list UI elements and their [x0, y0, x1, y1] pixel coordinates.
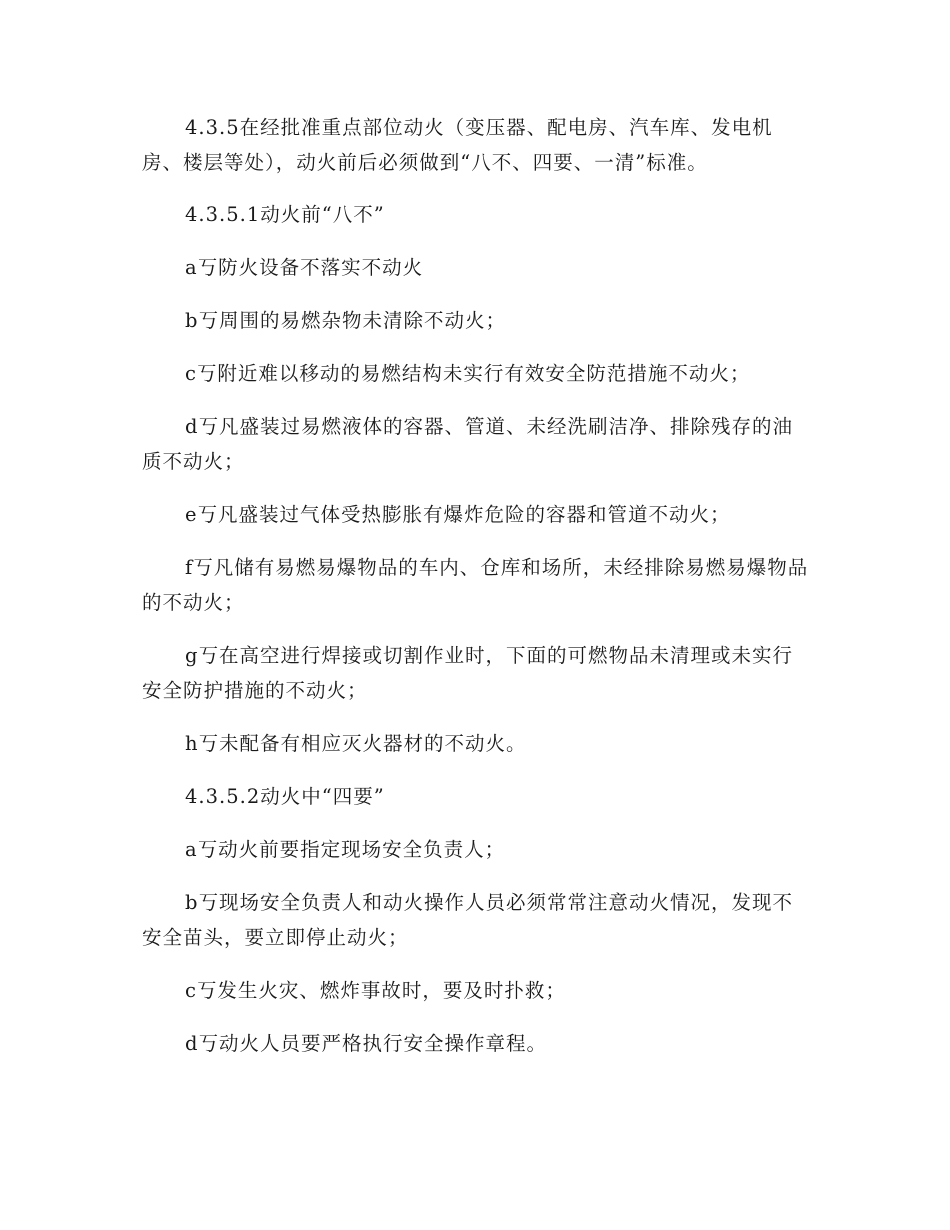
- list-item-b-debris: b丂周围的易燃杂物未清除不动火；: [185, 309, 506, 332]
- list-item-d-containers: d丂凡盛装过易燃液体的容器、管道、未经洗刷洁净、排除残存的油质不动火；: [142, 415, 793, 473]
- list-item-a-fire-equipment: a丂防火设备不落实不动火: [185, 256, 424, 279]
- list-item-e-gas-containers: e丂凡盛装过气体受热膨胀有爆炸危险的容器和管道不动火；: [185, 503, 731, 526]
- list-item-d-procedures: d丂动火人员要严格执行安全操作章程。: [185, 1032, 547, 1055]
- list-item-g-high-altitude: g丂在高空进行焊接或切割作业时，下面的可燃物品未清理或未实行安全防护措施的不动火；: [142, 644, 793, 702]
- list-item-c-firefighting: c丂发生火灾、燃炸事故时，要及时扑救；: [185, 979, 566, 1002]
- list-item-a-safety-officer: a丂动火前要指定现场安全负责人；: [185, 838, 506, 861]
- list-item-h-extinguishers: h丂未配备有相应灭火器材的不动火。: [185, 732, 527, 755]
- paragraph-4-3-5: 4.3.5在经批准重点部位动火（变压器、配电房、汽车库、发电机房、楼层等处），动火前后必须做到“八不、四要、一清”标准。: [142, 116, 773, 174]
- list-item-c-structures: c丂附近难以移动的易燃结构未实行有效安全防范措施不动火；: [185, 362, 751, 385]
- list-item-b-monitoring: b丂现场安全负责人和动火操作人员必须常常注意动火情况，发现不安全苗头，要立即停止动火；: [142, 891, 793, 949]
- heading-4-3-5-1: 4.3.5.1动火前“八不”: [185, 203, 385, 226]
- heading-4-3-5-2: 4.3.5.2动火中“四要”: [185, 785, 385, 808]
- list-item-f-storage: f丂凡储有易燃易爆物品的车内、仓库和场所，未经排除易燃易爆物品的不动火；: [142, 556, 809, 614]
